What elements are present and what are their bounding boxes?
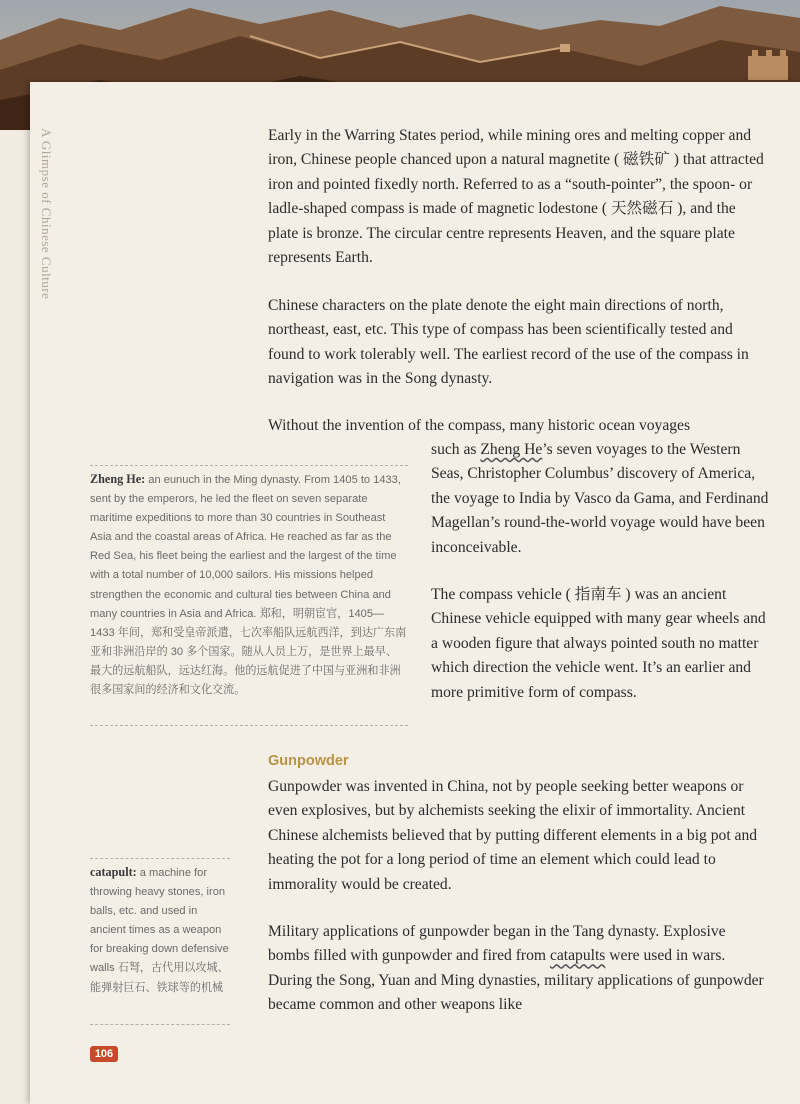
catapult-term: catapult:: [90, 865, 137, 879]
page-number-badge: 106: [90, 1046, 118, 1062]
zheng-he-glossary-link[interactable]: Zheng He: [480, 441, 543, 458]
voyages-text-post: ’s seven voyages to the Western Seas, Christopher Columbus’ discovery of America, the voyage to India by Vasco da Gama, and Ferdinand Magellan’s round-the-world voyage would have been inconceivable.: [431, 441, 769, 556]
paragraph-voyages-line1: Without the invention of the compass, many historic ocean voyages: [268, 417, 691, 434]
side-title: A Glimpse of Chinese Culture: [39, 128, 54, 300]
paragraph-gunpowder-military: [268, 920, 768, 1018]
gunpowder-heading: Gunpowder: [268, 753, 349, 769]
military-text-post: were used in wars. During the Song, Yuan and Ming dynasties, military applications of gunpowder became common and other weapons like: [268, 947, 764, 1014]
paragraph-plate-directions: Chinese characters on the plate denote the eight main directions of north, northeast, east, etc. This type of compass has been scientifically tested and found to work tolerably well. The earliest record of the use of the compass in navigation was in the Song dynasty.: [268, 297, 749, 388]
paragraph-voyages: [431, 438, 771, 560]
paragraph-compass-vehicle: The compass vehicle ( 指南车 ) was an ancient Chinese vehicle equipped with many gear wheels and a wooden figure that always pointed south no matter which direction the vehicle went. It’s an earlier and more primitive form of compass.: [431, 586, 766, 701]
military-text-pre: Military applications of gunpowder began in the Tang dynasty. Explosive bombs filled with gunpowder and fired from: [268, 923, 726, 965]
catapult-glossary-link[interactable]: catapults: [549, 947, 606, 965]
zheng-he-definition: an eunuch in the Ming dynasty. From 1405 to 1433, sent by the emperors, he led the fleet on seven separate maritime expeditions to more than 30 countries in Southeast Asia and the coastal areas of Africa. He reached as far as the Red Sea, his fleet being the earliest and the largest of the time with a total number of 10,000 sailors. His missions helped strengthen the economic and cultural ties between China and many countries in Asia and Africa. 郑和，明朝宦官，1405—1433 年间，郑和受皇帝派遣，七次率船队远航西洋，到达广东南亚和非洲沿岸的 30 多个国家。随从人员上万，是世界上最早、最大的远航船队，远达红海。他的远航促进了中国与亚洲和非洲很多国家间的经济和文化交流。: [90, 474, 407, 697]
zheng-he-term: Zheng He:: [90, 472, 146, 486]
zheng-he-glossary-note: [90, 465, 408, 726]
catapult-glossary-note: [90, 858, 230, 1025]
paragraph-gunpowder-origin: Gunpowder was invented in China, not by people seeking better weapons or even explosives, but by alchemists seeking the elixir of immortality. Ancient Chinese alchemists believed that by putting different elements in a big pot and heating the pot for a long period of time an element which could lead to immorality would be created.: [268, 778, 758, 893]
catapult-definition: a machine for throwing heavy stones, iron balls, etc. and used in ancient times as a weapon for breaking down defensive walls 石弩，古代用以攻城、能弹射巨石、铁球等的机械: [90, 867, 229, 994]
voyages-text-pre: such as: [431, 441, 481, 458]
paragraph-compass-origin: Early in the Warring States period, while mining ores and melting copper and iron, Chinese people chanced upon a natural magnetite ( 磁铁矿 ) that attracted iron and pointed fixedly north. Referred to as a “south-pointer”, the spoon- or ladle-shaped compass is made of magnetic lodestone ( 天然磁石 ), and the plate is bronze. The circular centre represents Heaven, and the square plate represents Earth.: [268, 127, 764, 267]
